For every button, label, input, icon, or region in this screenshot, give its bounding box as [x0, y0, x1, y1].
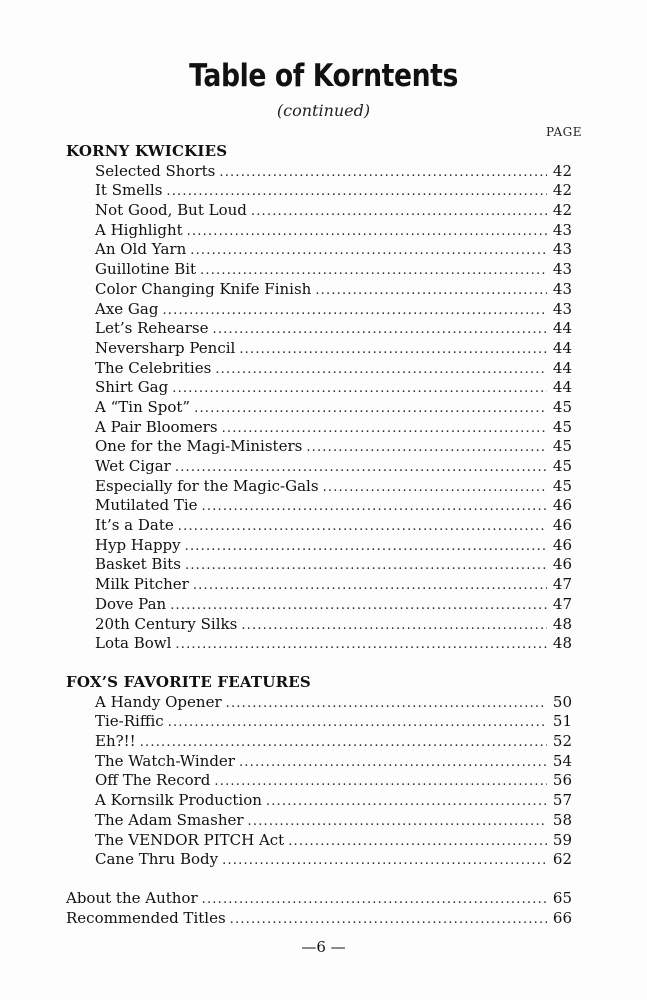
- toc-entry-label: Guillotine Bit: [95, 260, 197, 279]
- toc-section-korny-kwickies: [66, 142, 572, 654]
- dot-leader: [222, 419, 547, 438]
- toc-entry: [66, 693, 572, 713]
- dot-leader: [172, 379, 547, 398]
- toc-entry: [66, 181, 572, 201]
- toc-entry-label: Not Good, But Loud: [95, 201, 247, 220]
- toc-entry: [66, 398, 572, 418]
- toc-entry: [66, 555, 572, 575]
- dot-leader: [202, 497, 547, 516]
- toc-entry-page-number: 62: [552, 850, 572, 869]
- toc-entry: [66, 850, 572, 870]
- toc-entry-label: It’s a Date: [95, 516, 174, 535]
- toc-entry-page-number: 42: [552, 181, 572, 200]
- toc-entry-page-number: 47: [552, 575, 572, 594]
- toc-entry-label: Shirt Gag: [95, 378, 169, 397]
- dot-leader: [200, 261, 547, 280]
- toc-entry-label: Wet Cigar: [95, 457, 171, 475]
- toc-entry-page-number: 44: [552, 319, 572, 338]
- toc-entry: [66, 359, 572, 379]
- toc-entry-label: Cane Thru Body: [95, 850, 219, 869]
- toc-entry-label: Milk Pitcher: [95, 575, 189, 594]
- toc-entry-page-number: 42: [552, 201, 572, 220]
- toc-entry-label: Dove Pan: [95, 594, 167, 613]
- dot-leader: [185, 537, 547, 556]
- section-heading: FOX’S FAVORITE FEATURES: [66, 673, 311, 691]
- dot-leader: [230, 910, 547, 929]
- dot-leader: [323, 478, 547, 497]
- toc-entry-page-number: 65: [552, 889, 572, 907]
- toc-entry: [66, 771, 572, 791]
- toc-entry-page-number: 45: [552, 457, 572, 475]
- toc-entry-label: A Highlight: [95, 220, 183, 239]
- toc-entry: [66, 201, 572, 221]
- toc-entry-label: Eh?!!: [95, 732, 136, 751]
- toc-entry-page-number: 46: [552, 535, 572, 554]
- toc-entry-label: It Smells: [95, 181, 163, 200]
- toc-entry-label: The VENDOR PITCH Act: [95, 830, 285, 849]
- toc-entry-label: Basket Bits: [95, 555, 181, 574]
- toc-entry-page-number: 51: [552, 712, 572, 731]
- dot-leader: [190, 241, 547, 260]
- toc-entry: [66, 280, 572, 300]
- dot-leader: [166, 182, 547, 201]
- toc-entry: [66, 260, 572, 280]
- toc-entry: [66, 909, 572, 929]
- toc-entry: [66, 378, 572, 398]
- dot-leader: [239, 753, 547, 772]
- dot-leader: [202, 890, 547, 909]
- toc-entry: [66, 536, 572, 556]
- dot-leader: [140, 733, 547, 752]
- dot-leader: [194, 399, 547, 418]
- dot-leader: [213, 320, 548, 339]
- toc-entry-label: Lota Bowl: [95, 634, 172, 653]
- toc-entry-page-number: 56: [552, 771, 572, 790]
- toc-entry-label: A Pair Bloomers: [95, 417, 218, 436]
- toc-entry-label: The Celebrities: [95, 358, 212, 377]
- toc-entry: [66, 615, 572, 635]
- toc-entry-label: Tie-Riffic: [95, 712, 164, 731]
- dot-leader: [248, 812, 547, 831]
- toc-entry-label: Selected Shorts: [95, 161, 216, 180]
- toc-entry-label: Color Changing Knife Finish: [95, 279, 312, 298]
- toc-entry-label: Let’s Rehearse: [95, 319, 209, 338]
- toc-entry-label: A “Tin Spot”: [95, 397, 191, 416]
- toc-entry-label: One for the Magi-Ministers: [95, 437, 303, 456]
- dot-leader: [187, 222, 547, 241]
- dot-leader: [214, 772, 547, 791]
- toc-entry-page-number: 44: [552, 338, 572, 357]
- dot-leader: [251, 202, 547, 221]
- toc-entry: [66, 221, 572, 241]
- dot-leader: [306, 438, 547, 457]
- toc-entry-label: Off The Record: [95, 771, 211, 790]
- toc-entry: [66, 811, 572, 831]
- dot-leader: [162, 301, 547, 320]
- toc-entry-label: Hyp Happy: [95, 535, 181, 554]
- toc-entry: [66, 831, 572, 851]
- toc-entry: [66, 437, 572, 457]
- dot-leader: [175, 635, 547, 654]
- toc-entry-label: A Kornsilk Production: [95, 791, 262, 810]
- toc-entry-page-number: 43: [552, 279, 572, 298]
- toc-entry-label: Axe Gag: [95, 299, 159, 318]
- dot-leader: [226, 694, 547, 713]
- toc-entry: [66, 339, 572, 359]
- toc-entry-page-number: 57: [552, 791, 572, 810]
- toc-entry: [66, 319, 572, 339]
- toc-entry: [66, 418, 572, 438]
- toc-entry-page-number: 48: [552, 634, 572, 653]
- toc-entry-label: About the Author: [66, 889, 198, 907]
- toc-entry-page-number: 45: [552, 397, 572, 416]
- dot-leader: [239, 340, 547, 359]
- toc-entry-page-number: 45: [552, 437, 572, 456]
- toc-back-matter: [66, 889, 572, 928]
- dot-leader: [185, 556, 547, 575]
- toc-entry-page-number: 58: [552, 810, 572, 829]
- toc-entry-page-number: 66: [552, 908, 572, 927]
- toc-entry: [66, 595, 572, 615]
- toc-section-foxs-favorite-features: [66, 673, 572, 870]
- toc-entry-page-number: 44: [552, 358, 572, 377]
- toc-entry: [66, 889, 572, 909]
- section-heading: KORNY KWICKIES: [66, 142, 228, 160]
- toc-entry: [66, 457, 572, 477]
- page-title: Table of Korntents: [189, 58, 458, 94]
- dot-leader: [222, 851, 547, 870]
- toc-entry-page-number: 42: [552, 161, 572, 180]
- toc-entry: [66, 732, 572, 752]
- toc-entry-label: Recommended Titles: [66, 908, 226, 927]
- dot-leader: [178, 517, 547, 536]
- toc-entry-page-number: 50: [552, 692, 572, 711]
- toc-entry-page-number: 43: [552, 220, 572, 239]
- toc-entry: [66, 634, 572, 654]
- toc-entry-label: Especially for the Magic-Gals: [95, 476, 319, 495]
- dot-leader: [219, 163, 547, 182]
- toc-entry-label: 20th Century Silks: [95, 614, 238, 633]
- toc-entry-page-number: 43: [552, 299, 572, 318]
- toc-entry-page-number: 46: [552, 516, 572, 535]
- dot-leader: [170, 596, 547, 615]
- toc-entry-label: An Old Yarn: [95, 240, 187, 259]
- toc-entry-page-number: 43: [552, 260, 572, 279]
- dot-leader: [175, 458, 547, 477]
- dot-leader: [288, 832, 547, 851]
- toc-entry-label: The Adam Smasher: [95, 810, 244, 829]
- toc-entry: [66, 300, 572, 320]
- toc-entry-page-number: 45: [552, 476, 572, 495]
- toc-entry: [66, 712, 572, 732]
- toc-entry: [66, 752, 572, 772]
- page-subtitle: (continued): [276, 101, 371, 120]
- toc-entry-page-number: 44: [552, 378, 572, 397]
- toc-entry: [66, 791, 572, 811]
- dot-leader: [215, 360, 547, 379]
- dot-leader: [315, 281, 547, 300]
- toc-entry: [66, 477, 572, 497]
- dot-leader: [241, 616, 547, 635]
- toc-entry-page-number: 45: [552, 417, 572, 436]
- toc-entry-label: Neversharp Pencil: [95, 338, 236, 357]
- page-column-header: PAGE: [546, 125, 582, 139]
- toc-entry: [66, 516, 572, 536]
- toc-entry-page-number: 47: [552, 594, 572, 613]
- toc-entry-page-number: 46: [552, 496, 572, 515]
- toc-entry: [66, 575, 572, 595]
- page-number-footer: —6 —: [301, 938, 346, 956]
- toc-entry: [66, 496, 572, 516]
- dot-leader: [193, 576, 547, 595]
- toc-entry-page-number: 43: [552, 240, 572, 259]
- toc-entry-page-number: 59: [552, 830, 572, 849]
- toc-entry-page-number: 54: [552, 751, 572, 770]
- toc-entry: [66, 162, 572, 182]
- dot-leader: [168, 713, 547, 732]
- dot-leader: [266, 792, 547, 811]
- toc-entry-label: A Handy Opener: [95, 692, 222, 711]
- toc-entry-page-number: 46: [552, 555, 572, 574]
- toc-entry: [66, 240, 572, 260]
- toc-entry-label: Mutilated Tie: [95, 496, 198, 515]
- toc-entry-page-number: 52: [552, 732, 572, 751]
- toc-entry-label: The Watch-Winder: [95, 751, 235, 770]
- toc-entry-page-number: 48: [552, 614, 572, 633]
